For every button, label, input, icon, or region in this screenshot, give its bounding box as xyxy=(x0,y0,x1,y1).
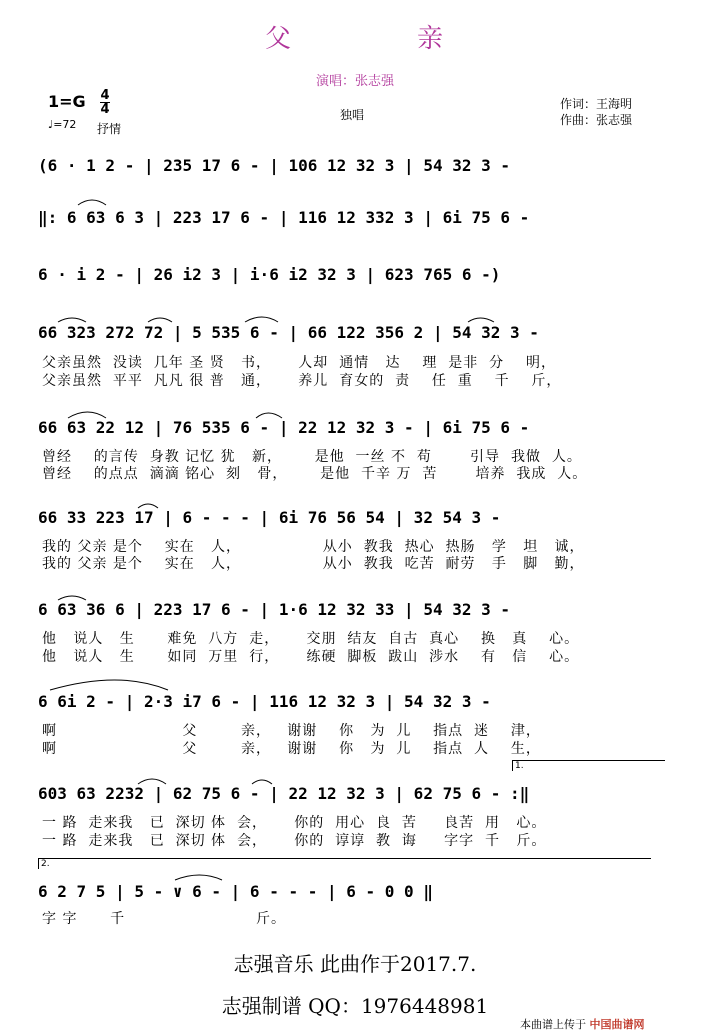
mood-marking: 抒情 xyxy=(97,122,122,136)
key-signature: 1=G xyxy=(48,92,86,111)
composer-credit: 作曲：张志强 xyxy=(560,113,633,127)
time-signature xyxy=(100,90,110,115)
footer-composer-note: 志强音乐 此曲作于2017.7. xyxy=(233,952,477,976)
lyric-line-8a: 啊 父 亲， 谢谢 你 为 儿 指点 迷 津， xyxy=(42,723,541,739)
lyric-line-6a: 我的 父亲 是个 实在 人， 从小 教我 热心 热肠 学 坦 诚， xyxy=(42,539,585,555)
singer-credit: 演唱：张志强 xyxy=(315,74,394,89)
score-line-7: 6 63 36 6 | 223 17 6 - | 1·6 12 32 33 | 54 32 3 - xyxy=(38,600,511,619)
lyric-line-10: 字 字 千 斤。 xyxy=(42,911,286,927)
lyric-line-7a: 他 说人 生 难免 八方 走， 交朋 结友 自古 真心 换 真 心。 xyxy=(42,631,580,647)
lyric-line-4b: 父亲虽然 平平 凡凡 很 普 通， 养儿 育女的 责 任 重 千 斤， xyxy=(42,373,562,389)
watermark-site: 中国曲谱网 xyxy=(589,1018,645,1031)
lyric-line-5b: 曾经 的点点 滴滴 铭心 刻 骨， 是他 千辛 万 苦 培养 我成 人。 xyxy=(42,466,588,482)
lyric-line-7b: 他 说人 生 如同 万里 行， 练硬 脚板 跋山 涉水 有 信 心。 xyxy=(42,649,580,665)
credits-block xyxy=(560,96,632,128)
score-line-6: 66 33 223 17 | 6 - - - | 6i 76 56 54 | 32 54 3 - xyxy=(38,508,501,527)
tempo-marking: ♩=72 xyxy=(48,118,77,131)
lyric-line-9a: 一 路 走来我 已 深切 体 会， 你的 用心 良 苦 良苦 用 心。 xyxy=(42,815,547,831)
score-line-3: 6 · i 2 - | 26 i2 3 | i·6 i2 32 3 | 623 765 6 -) xyxy=(38,265,501,284)
watermark xyxy=(520,1016,645,1032)
watermark-prefix: 本曲谱上传于 xyxy=(520,1018,586,1031)
volta-first-ending: 1. xyxy=(512,760,665,771)
score-line-8: 6 6i 2 - | 2·3 i7 6 - | 116 12 32 3 | 54 32 3 - xyxy=(38,692,491,711)
lyric-line-4a: 父亲虽然 没读 几年 圣 贤 书， 人却 通情 达 理 是非 分 明， xyxy=(42,355,556,371)
lyric-line-6b: 我的 父亲 是个 实在 人， 从小 教我 吃苦 耐劳 手 脚 勤， xyxy=(42,556,585,572)
score-line-5: 66 63 22 12 | 76 535 6 - | 22 12 32 3 - | 6i 75 6 - xyxy=(38,418,530,437)
lyricist-credit: 作词：王海明 xyxy=(560,97,633,111)
title-char-2: 亲 xyxy=(417,24,446,54)
lyric-line-9b: 一 路 走来我 已 深切 体 会， 你的 谆谆 教 诲 字字 千 斤。 xyxy=(42,833,547,849)
score-line-9: 603 63 2232 | 62 75 6 - | 22 12 32 3 | 62 75 6 - :‖ xyxy=(38,784,530,803)
lyric-line-5a: 曾经 的言传 身教 记忆 犹 新， 是他 一丝 不 苟 引导 我做 人。 xyxy=(42,449,582,465)
footer-contact: 志强制谱 QQ：1976448981 xyxy=(221,994,489,1018)
time-sig-bottom: 4 xyxy=(100,102,110,117)
score-line-4: 66 323 272 72 | 5 535 6 - | 66 122 356 2 | 54 32 3 - xyxy=(38,323,539,342)
score-line-1: (6 · 1 2 - | 235 17 6 - | 106 12 32 3 | 54 32 3 - xyxy=(38,156,511,175)
song-title xyxy=(0,18,710,55)
score-line-10: 6 2 7 5 | 5 - ∨ 6 - | 6 - - - | 6 - 0 0 ‖ xyxy=(38,882,433,901)
title-char-1: 父 xyxy=(264,24,293,54)
volta-second-ending: 2. xyxy=(38,858,651,869)
time-sig-top: 4 xyxy=(100,88,110,103)
score-line-2: ‖: 6 63 6 3 | 223 17 6 - | 116 12 332 3 | 6i 75 6 - xyxy=(38,208,530,227)
performance-type: 独唱 xyxy=(340,108,365,122)
lyric-line-8b: 啊 父 亲， 谢谢 你 为 儿 指点 人 生， xyxy=(42,741,541,757)
